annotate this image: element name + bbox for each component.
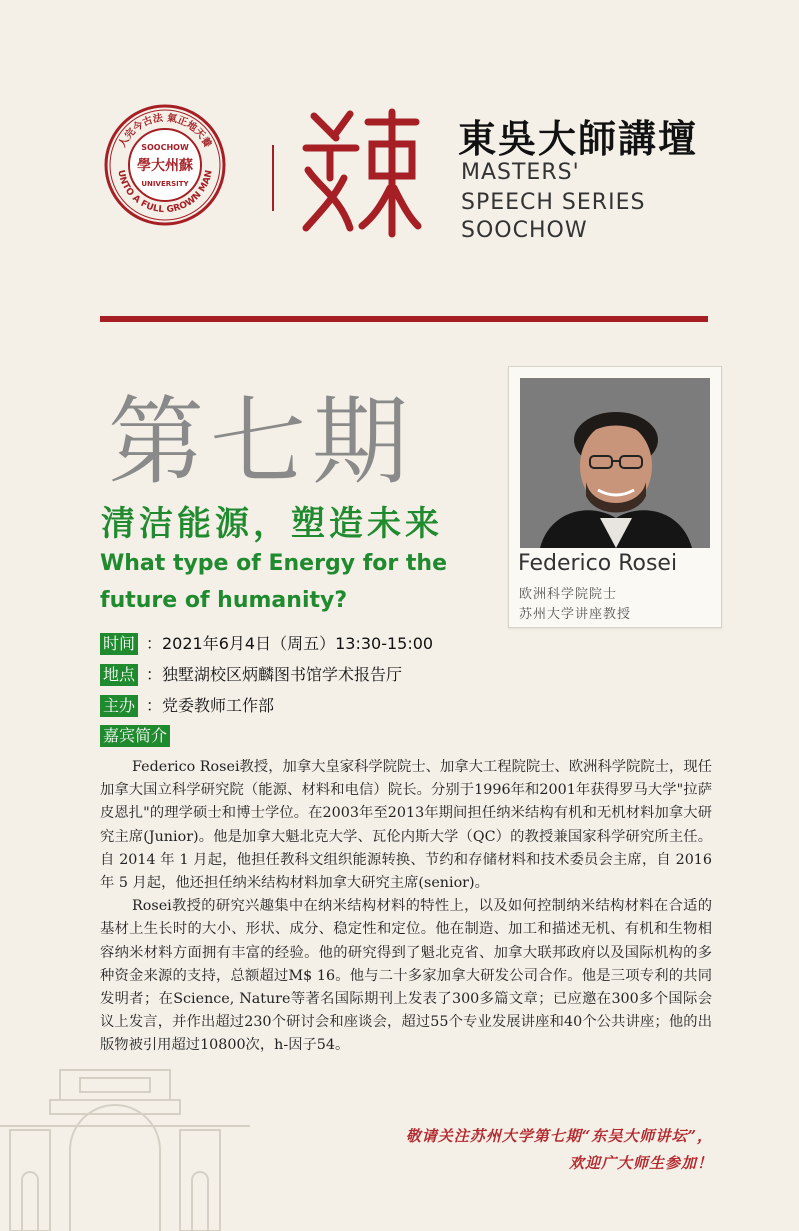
issue-number: 第七期 [108,386,414,498]
topic-title-english-line-2: future of humanity? [100,588,348,613]
speaker-title-1: 欧洲科学院院士 [519,587,618,602]
topic-title-chinese: 清洁能源，塑造未来 [101,504,443,544]
location-value: ：独墅湖校区炳麟图书馆学术报告厅 [146,665,403,684]
location-tag: 地点 [100,664,138,686]
series-title-chinese: 東吳大師講壇 [458,116,699,161]
svg-text:UNTO A FULL GROWN MAN: UNTO A FULL GROWN MAN [115,169,215,216]
campus-gate-watermark [0,1030,260,1231]
header-rule [100,316,708,322]
invitation-line-1: 敬请关注苏州大学第七期“东吴大师讲坛”， [405,1127,713,1145]
speaker-title-2: 苏州大学讲座教授 [519,607,632,622]
host-tag: 主办 [100,695,138,717]
university-seal-logo [104,104,226,226]
speaker-name: Federico Rosei [518,551,678,576]
time-value: ：2021年6月4日（周五）13:30-15:00 [146,634,434,653]
series-title-english-line-2: SPEECH SERIES [461,190,646,215]
invitation-line-2: 欢迎广大师生参加！ [568,1154,713,1172]
series-title-english-line-3: SOOCHOW [461,218,588,243]
speaker-bio [100,756,712,1058]
host-value: ：党委教师工作部 [146,696,275,715]
topic-title-english-line-1: What type of Energy for the [100,551,447,576]
series-title-english-line-1: MASTERS' [461,160,580,185]
svg-text:人完今古法 氣正地天養: 人完今古法 氣正地天養 [117,112,213,150]
time-tag: 时间 [100,633,138,655]
header-divider [272,145,274,211]
bio-heading-tag: 嘉宾简介 [100,725,170,747]
bio-paragraph-2: Rosei教授的研究兴趣集中在纳米结构材料的特性上，以及如何控制纳米结构材料在合适的基材上生长时的大小、形状、成分、稳定性和定位。他在制造、加工和描述无机、有机和生物相容纳米材料方面拥有丰富的经验。他的研究得到了魁北克省、加拿大联邦政府以及国际机构的多种资金来源的支持，总额超过M$ 16。他与二十多家加拿大研发公司合作。他是三项专利的共同发明者；在Science, Nature等著名国际期刊上发表了300多篇文章；已应邀在300多个国际会议上发言，并作出超过230个研讨会和座谈会，超过55个专业发展讲座和40个公共讲座；他的出版物被引用超过10800次，h-因子54。 [100,898,712,1054]
svg-text:UNIVERSITY: UNIVERSITY [141,180,189,188]
speaker-photo [520,378,710,548]
bio-paragraph-1: Federico Rosei教授，加拿大皇家科学院院士、加拿大工程院院士、欧洲科学院院士，现任加拿大国立科学研究院（能源、材料和电信）院长。分别于1996年和2001年获得罗马大学"拉萨皮恩扎"的理学硕士和博士学位。在2003年至2013年期间担任纳米结构有机和无机材料加拿大研究主席(Junior)。他是加拿大魁北克大学、瓦伦内斯大学（QC）的教授兼国家科学研究所主任。自 2014 年 1 月起，他担任教科文组织能源转换、节约和存储材料和技术委员会主席，自 2016 年 5 月起，他还担任纳米结构材料加拿大研究主席(senior)。 [100,759,712,892]
masters-series-brand-glyph [300,108,422,238]
svg-text:學大州蘇: 學大州蘇 [137,158,193,174]
svg-text:SOOCHOW: SOOCHOW [141,143,189,152]
